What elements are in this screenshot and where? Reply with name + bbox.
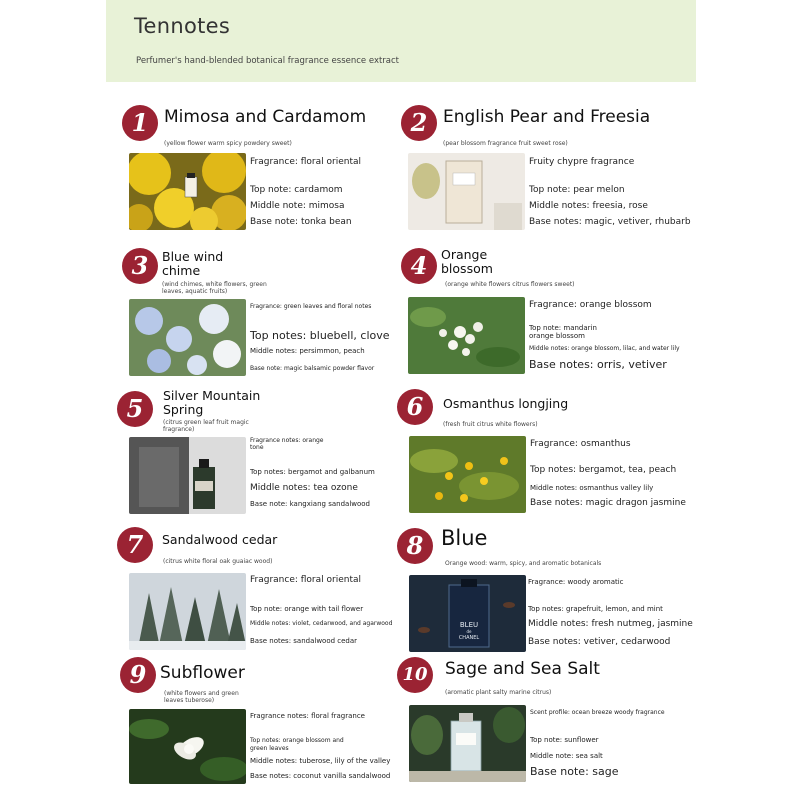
- fragrance-note: Fragrance: orange blossom: [529, 300, 652, 310]
- product-card-3: [122, 248, 412, 383]
- product-subtitle: (pear blossom fragrance fruit sweet rose): [443, 140, 568, 147]
- fragrance-note: Fragrance notes: orange tone: [250, 437, 324, 451]
- product-card-6: [397, 389, 687, 524]
- middle-note: Middle notes: freesia, rose: [529, 201, 648, 211]
- base-note: Base notes: magic dragon jasmine: [530, 498, 686, 508]
- top-note: Top note: orange with tail flower: [250, 605, 364, 613]
- number-badge: 7: [117, 527, 153, 563]
- product-card-2: [401, 105, 691, 240]
- brand-tagline: Perfumer's hand-blended botanical fragrance essence extract: [136, 56, 400, 66]
- bottle-label-de: de: [466, 629, 472, 634]
- product-title: Sage and Sea Salt: [445, 659, 600, 679]
- product-subtitle: (fresh fruit citrus white flowers): [443, 421, 538, 428]
- product-subtitle: (yellow flower warm spicy powdery sweet): [164, 140, 292, 147]
- number-badge: 8: [397, 528, 433, 564]
- number-badge: 10: [397, 657, 433, 693]
- number-badge: 4: [401, 248, 437, 284]
- base-note: Base notes: sandalwood cedar: [250, 637, 358, 645]
- product-photo: [409, 436, 526, 513]
- product-photo: [408, 297, 525, 374]
- product-subtitle: (citrus white floral oak guaiac wood): [163, 558, 273, 565]
- middle-note: Middle notes: tea ozone: [250, 483, 358, 493]
- base-note: Base note: sage: [530, 765, 619, 778]
- product-title: Osmanthus longjing: [443, 396, 569, 411]
- fragrance-note: Fragrance: woody aromatic: [528, 578, 624, 586]
- product-photo: [129, 299, 246, 376]
- top-note: Top note: pear melon: [529, 185, 625, 195]
- number-badge: 6: [397, 389, 433, 425]
- middle-note: Middle notes: persimmon, peach: [250, 347, 365, 355]
- product-card-7: [117, 525, 407, 660]
- fragrance-note: Fragrance: osmanthus: [530, 439, 631, 449]
- fragrance-note: Scent profile: ocean breeze woody fragrance: [530, 709, 665, 716]
- base-note: Base notes: orris, vetiver: [529, 358, 667, 371]
- header-banner: [106, 0, 696, 82]
- product-subtitle: (wind chimes, white flowers, green leaves, aquatic fruits): [162, 281, 267, 295]
- number-badge: 9: [120, 657, 156, 693]
- product-title: Blue wind chime: [162, 249, 224, 278]
- fragrance-note: Fragrance: floral oriental: [250, 575, 361, 585]
- base-note: Base note: magic balsamic powder flavor: [250, 365, 375, 372]
- product-subtitle: (orange white flowers citrus flowers sweet): [445, 281, 575, 288]
- top-note: Top notes: grapefruit, lemon, and mint: [528, 605, 663, 613]
- product-subtitle: Orange wood: warm, spicy, and aromatic botanicals: [445, 560, 602, 567]
- product-subtitle: (aromatic plant salty marine citrus): [445, 689, 552, 696]
- product-card-10: [397, 657, 687, 792]
- product-photo: [129, 437, 246, 514]
- number-badge: 5: [117, 391, 153, 427]
- top-note: Top notes: bergamot and galbanum: [250, 468, 375, 476]
- product-title: Mimosa and Cardamom: [164, 107, 367, 127]
- product-photo: [409, 705, 526, 782]
- top-note: Top notes: bergamot, tea, peach: [530, 465, 677, 475]
- base-note: Base notes: vetiver, cedarwood: [528, 637, 671, 647]
- middle-note: Middle notes: tuberose, lily of the valley: [250, 757, 391, 765]
- product-title: Subflower: [160, 663, 245, 683]
- top-note: Top note: mandarin orange blossom: [529, 324, 597, 340]
- top-note: Top notes: orange blossom and green leaves: [250, 737, 344, 752]
- middle-note: Middle note: sea salt: [530, 752, 603, 760]
- product-card-5: [117, 387, 407, 522]
- middle-note: Middle notes: osmanthus valley lily: [530, 484, 654, 492]
- base-note: Base notes: magic, vetiver, rhubarb: [529, 217, 691, 227]
- number-badge: 2: [401, 105, 437, 141]
- top-note: Top notes: bluebell, clove: [250, 329, 390, 342]
- middle-note: Middle notes: violet, cedarwood, and agarwood: [250, 620, 393, 627]
- product-title: English Pear and Freesia: [443, 107, 651, 127]
- fragrance-note: Fruity chypre fragrance: [529, 157, 635, 167]
- fragrance-note: Fragrance: floral oriental: [250, 157, 361, 167]
- fragrance-note: Fragrance notes: floral fragrance: [250, 712, 365, 720]
- product-subtitle: (citrus green leaf fruit magic fragrance): [163, 419, 249, 433]
- base-note: Base notes: coconut vanilla sandalwood: [250, 772, 391, 780]
- product-title: Sandalwood cedar: [162, 532, 278, 547]
- top-note: Top note: cardamom: [250, 185, 343, 195]
- product-photo: [129, 709, 246, 784]
- bottle-label-bleu: BLEU: [459, 621, 479, 629]
- product-title: Silver Mountain Spring: [163, 388, 261, 417]
- product-card-9: [120, 657, 410, 792]
- product-card-1: [122, 105, 412, 240]
- top-note: Top note: sunflower: [530, 736, 599, 744]
- number-badge: 3: [122, 248, 158, 284]
- base-note: Base note: tonka bean: [250, 217, 352, 227]
- base-note: Base note: kangxiang sandalwood: [250, 500, 370, 508]
- fragrance-note: Fragrance: green leaves and floral notes: [250, 303, 372, 310]
- middle-note: Middle notes: orange blossom, lilac, and water lily: [529, 345, 680, 352]
- middle-note: Middle notes: fresh nutmeg, jasmine: [528, 619, 693, 629]
- bottle-label-chanel: CHANEL: [458, 635, 480, 641]
- product-title: Orange blossom: [441, 247, 493, 276]
- number-badge: 1: [122, 105, 158, 141]
- middle-note: Middle note: mimosa: [250, 201, 345, 211]
- product-card-8: [397, 525, 693, 660]
- brand-title: Tennotes: [134, 14, 231, 38]
- product-subtitle: (white flowers and green leaves tuberose): [164, 690, 239, 704]
- product-photo: [129, 573, 246, 650]
- product-photo: [408, 153, 525, 230]
- product-photo: [409, 575, 526, 652]
- product-title: Blue: [441, 526, 488, 550]
- product-card-4: [401, 246, 691, 381]
- product-photo: [129, 153, 246, 230]
